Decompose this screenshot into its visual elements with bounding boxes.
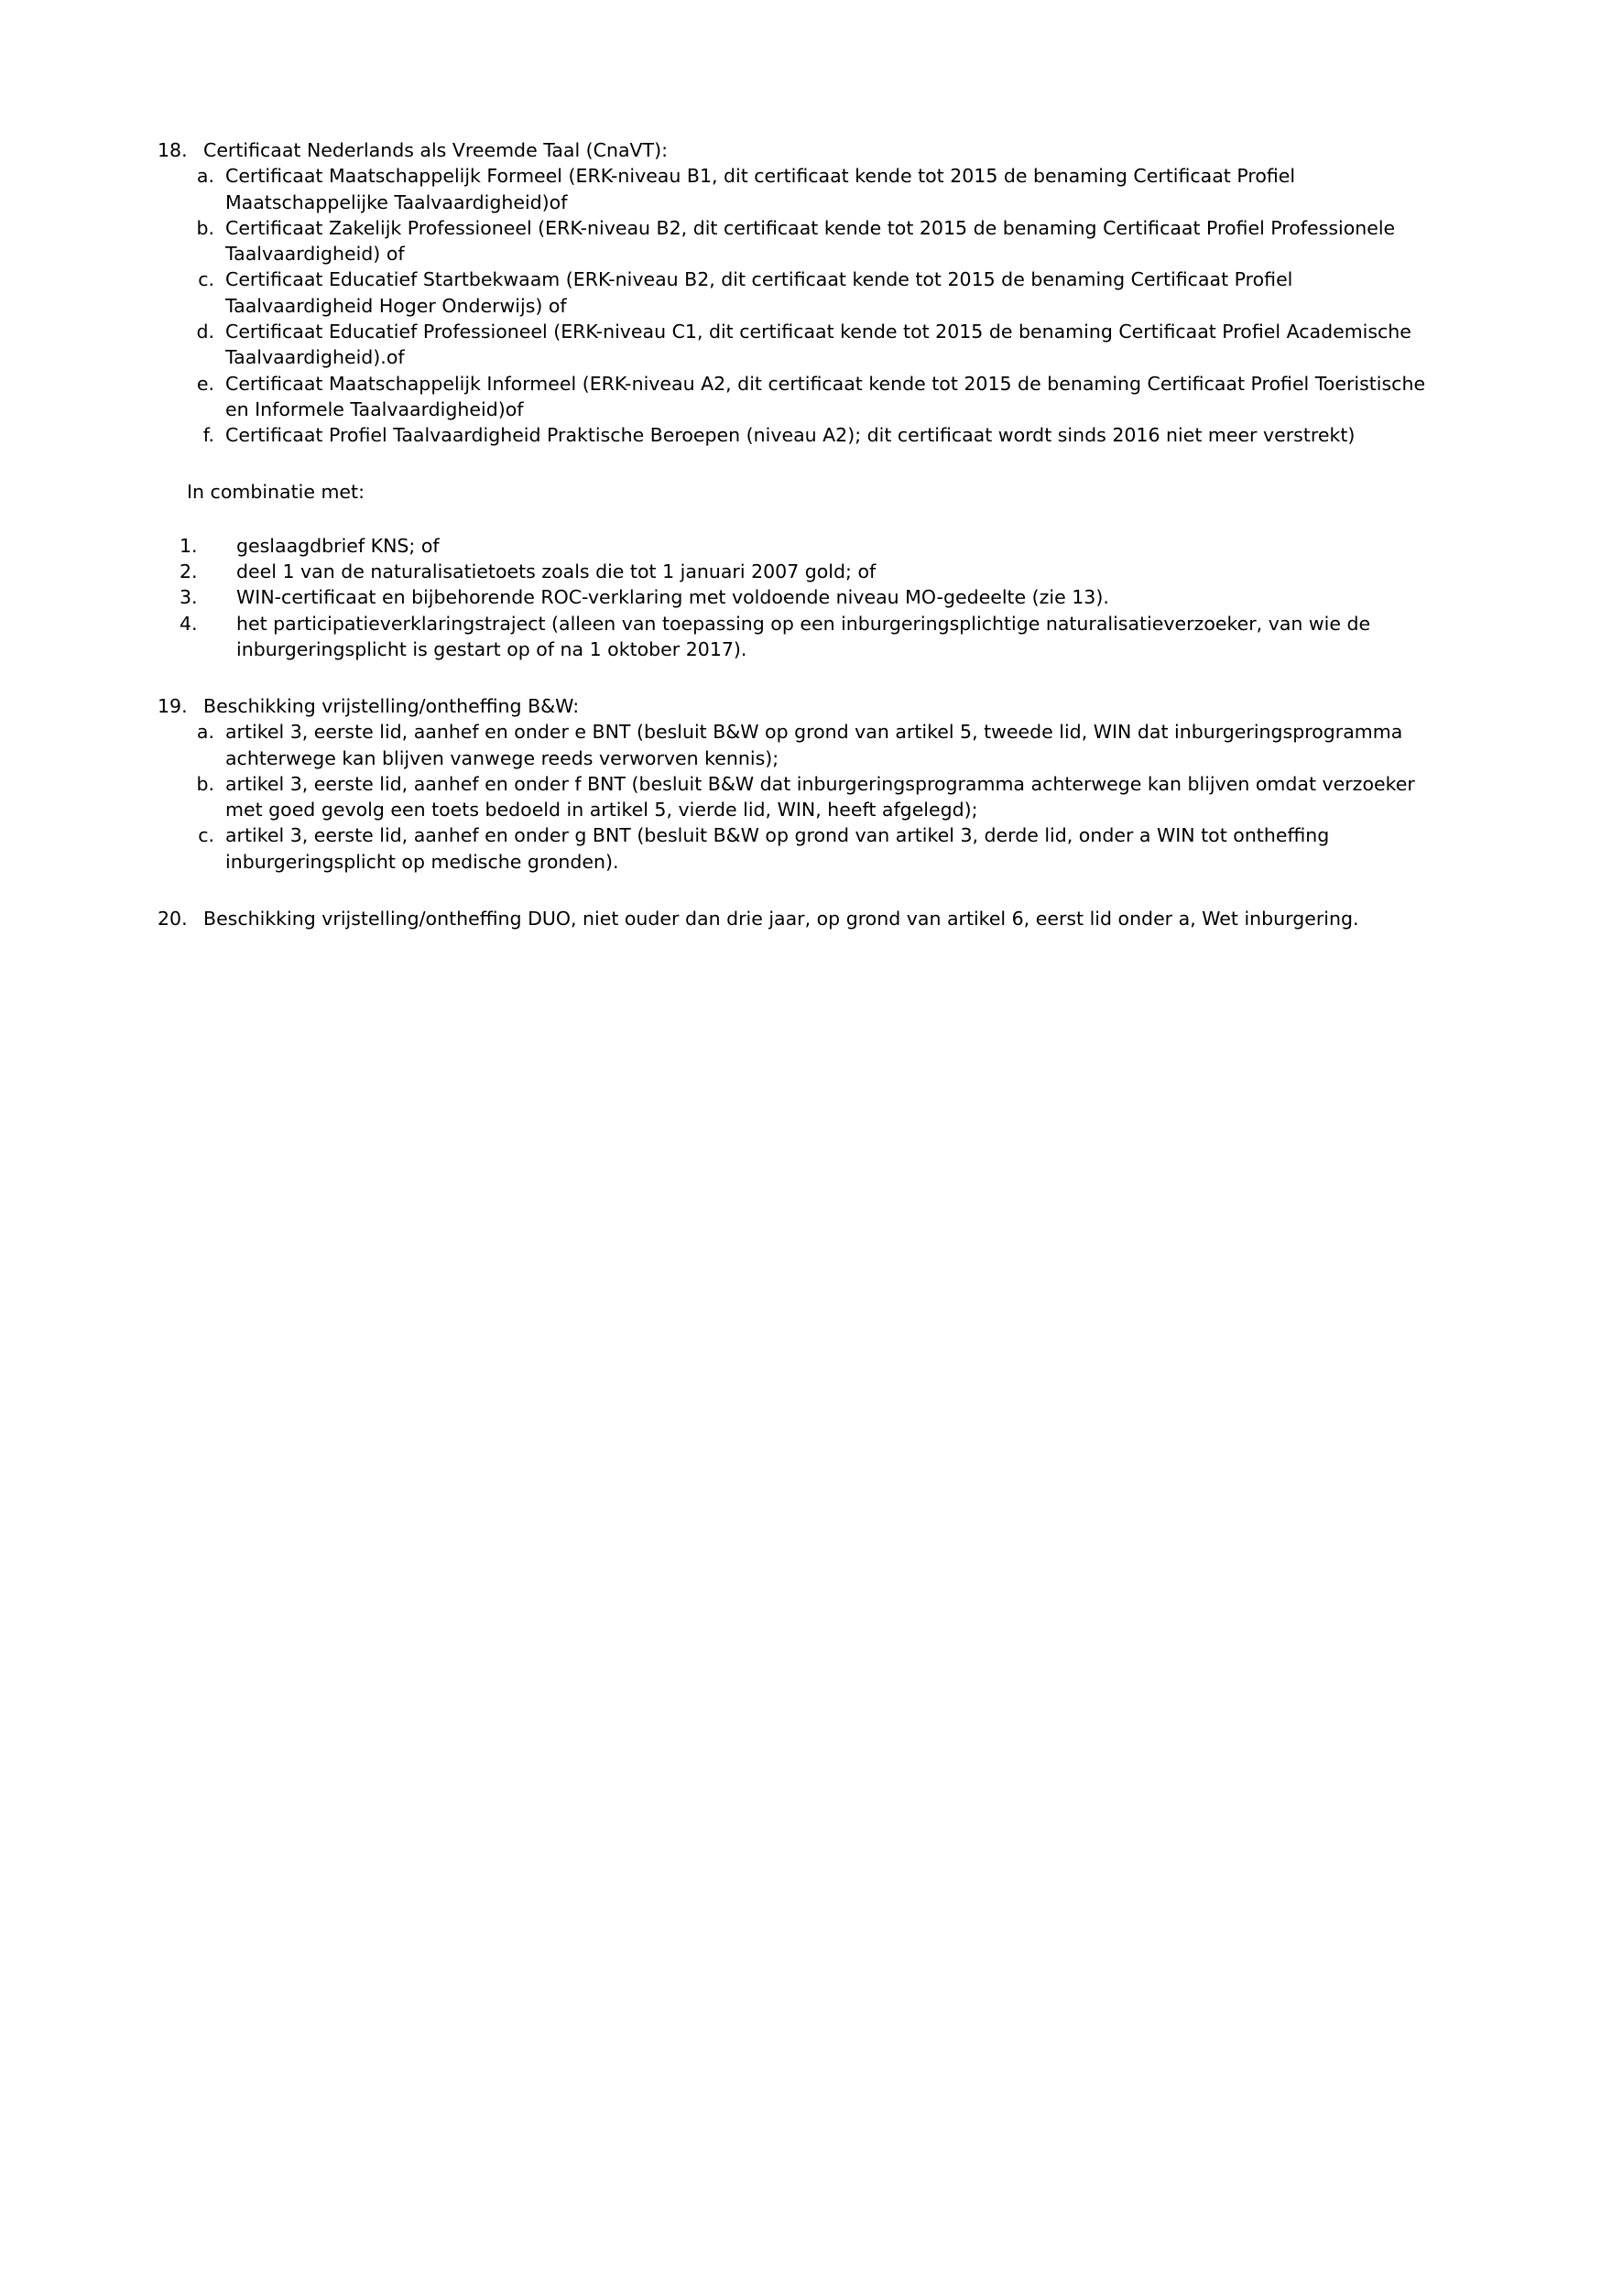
spacer — [156, 875, 1463, 906]
list-marker: 4. — [180, 612, 198, 635]
list-item-18 — [156, 137, 1463, 163]
list-marker: a. — [196, 165, 214, 188]
list-item-text: Certificaat Nederlands als Vreemde Taal (CnaVT): — [203, 139, 668, 161]
list-item — [156, 267, 1463, 319]
list-marker: 3. — [180, 586, 198, 609]
list-item-text: artikel 3, eerste lid, aanhef en onder e BNT (besluit B&W op grond van artikel 5, tweede lid, WIN dat inburgeringsprogramma achterwege kan blijven vanwege reeds verworven kennis); — [225, 721, 1403, 769]
list-item-text: Certificaat Profiel Taalvaardigheid Praktische Beroepen (niveau A2); dit certificaat wordt sinds 2016 niet meer verstrekt) — [225, 424, 1356, 447]
list-item-text: Certificaat Maatschappelijk Formeel (ERK-niveau B1, dit certificaat kende tot 2015 de benaming Certificaat Profiel Maatschappelijke Taalvaardigheid)of — [225, 165, 1296, 213]
list-item-text: WIN-certificaat en bijbehorende ROC-verklaring met voldoende niveau MO-gedeelte (zie 13). — [236, 586, 1109, 609]
list-marker: c. — [198, 824, 214, 847]
list-marker: b. — [196, 772, 214, 795]
list-marker: 20. — [158, 908, 188, 930]
list-item-text: Certificaat Zakelijk Professioneel (ERK-niveau B2, dit certificaat kende tot 2015 de benaming Certificaat Profiel Professionele Taalvaardigheid) of — [225, 216, 1396, 266]
list-marker: 2. — [180, 560, 198, 582]
combination-note: In combinatie met: — [187, 481, 365, 504]
spacer — [156, 448, 1463, 479]
list-item-text: artikel 3, eerste lid, aanhef en onder g BNT (besluit B&W op grond van artikel 3, derde lid, onder a WIN tot ontheffing inburgeringsplicht op medische gronden). — [225, 824, 1330, 873]
list-item-20 — [156, 906, 1463, 931]
list-item — [156, 719, 1463, 771]
spacer — [156, 506, 1463, 533]
list-item — [156, 584, 1463, 610]
list-item-text: Certificaat Maatschappelijk Informeel (ERK-niveau A2, dit certificaat kende tot 2015 de benaming Certificaat Profiel Toeristische en Informele Taalvaardigheid)of — [225, 372, 1426, 420]
list-item — [156, 611, 1463, 663]
sub-list-alpha-19 — [156, 719, 1463, 875]
list-marker: e. — [196, 372, 214, 395]
list-marker: b. — [196, 216, 214, 239]
list-item — [156, 533, 1463, 559]
list-item-text: Beschikking vrijstelling/ontheffing B&W: — [203, 695, 580, 718]
list-item-text: deel 1 van de naturalisatietoets zoals die tot 1 januari 2007 gold; of — [236, 560, 877, 582]
list-marker: 18. — [158, 139, 188, 161]
list-item-text: het participatieverklaringstraject (alleen van toepassing op een inburgeringsplichtige naturalisatieverzoeker, van wie de inburgeringsplicht is gestart op of na 1 oktober 2017). — [236, 612, 1371, 660]
list-item-text: geslaagdbrief KNS; of — [236, 534, 440, 557]
sub-list-alpha-18 — [156, 163, 1463, 448]
list-marker: a. — [196, 721, 214, 744]
list-marker: 19. — [158, 695, 188, 718]
list-marker: f. — [202, 424, 214, 447]
list-item — [156, 822, 1463, 875]
list-item — [156, 559, 1463, 584]
list-item — [156, 319, 1463, 371]
list-item — [156, 371, 1463, 423]
list-marker: c. — [198, 268, 214, 291]
document-body — [156, 137, 1463, 931]
list-item — [156, 771, 1463, 823]
list-item — [156, 163, 1463, 215]
list-item-text: Certificaat Educatief Startbekwaam (ERK-niveau B2, dit certificaat kende tot 2015 de benaming Certificaat Profiel Taalvaardigheid Hoger Onderwijs) of — [225, 268, 1293, 317]
list-item-text: artikel 3, eerste lid, aanhef en onder f BNT (besluit B&W dat inburgeringsprogramma achterwege kan blijven omdat verzoeker met goed gevolg een toets bedoeld in artikel 5, vierde lid, WIN, heeft afgelegd); — [225, 772, 1415, 822]
list-item — [156, 215, 1463, 267]
list-item — [156, 422, 1463, 448]
list-item-19 — [156, 693, 1463, 719]
list-item-text: Beschikking vrijstelling/ontheffing DUO, niet ouder dan drie jaar, op grond van artikel 6, eerst lid onder a, Wet inburgering. — [203, 908, 1359, 930]
list-item-text: Certificaat Educatief Professioneel (ERK-niveau C1, dit certificaat kende tot 2015 de benaming Certificaat Profiel Academische Taalvaardigheid).of — [225, 320, 1411, 369]
spacer — [156, 662, 1463, 693]
list-marker: d. — [196, 320, 214, 343]
list-marker: 1. — [180, 534, 198, 557]
sub-list-numeric-18 — [156, 533, 1463, 662]
